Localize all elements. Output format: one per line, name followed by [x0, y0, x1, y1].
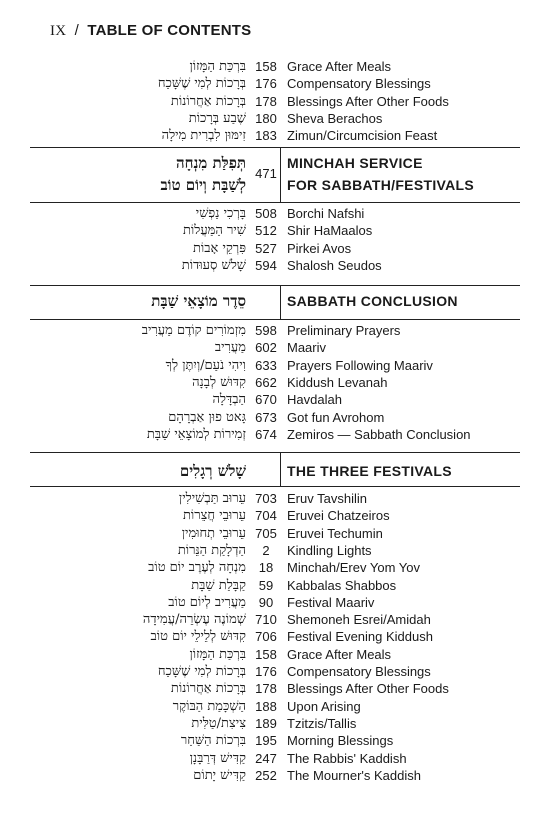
section-heading-english: THE THREE FESTIVALS — [287, 463, 452, 479]
entry-hebrew-title: שָׁלֹשׁ סְעוּדוֹת — [181, 257, 246, 273]
entry-hebrew-title: בִּרְכַּת הַמָּזוֹן — [189, 646, 246, 662]
toc-entry — [0, 322, 550, 339]
entry-english-title: Havdalah — [287, 392, 342, 408]
toc-entry — [0, 732, 550, 749]
entry-english-title: Eruv Tavshilin — [287, 491, 367, 506]
toc-entry — [0, 75, 550, 92]
section-heading-hebrew: שָׁלֹשׁ רְגָלִים — [179, 462, 246, 480]
entry-page-number: 598 — [255, 323, 277, 338]
entry-english-title: The Mourner's Kaddish — [287, 767, 421, 783]
header-separator: / — [74, 22, 79, 39]
section-heading-hebrew: תְּפִלַּת מִנְחָה — [176, 154, 246, 172]
entry-hebrew-title: בְּרָכוֹת לְמִי שֶׁשָּׁכַח — [157, 76, 246, 92]
toc-entry — [0, 93, 550, 110]
column-divider — [280, 148, 281, 202]
entry-page-number: 512 — [255, 223, 277, 239]
toc-entry — [0, 750, 550, 767]
entry-page-number: 674 — [255, 426, 277, 442]
toc-entry — [0, 240, 550, 257]
entry-english-title: Grace After Meals — [287, 59, 392, 74]
section-divider — [30, 285, 520, 286]
entry-hebrew-title: עֵרוּב תַּבְשִׁילִין — [178, 491, 246, 506]
entry-page-number: 706 — [255, 629, 277, 645]
entry-page-number: 704 — [255, 508, 277, 524]
entry-english-title: Pirkei Avos — [287, 240, 352, 256]
entry-hebrew-title: בִּרְכוֹת הַשַּׁחַר — [180, 733, 246, 749]
entry-english-title: Minchah/Erev Yom Yov — [287, 560, 420, 576]
toc-entry — [0, 680, 550, 697]
toc-entry — [0, 577, 550, 594]
entry-hebrew-title: בְּרָכוֹת אַחֲרוֹנוֹת — [170, 681, 246, 697]
section-heading-page: 471 — [255, 166, 277, 181]
entry-english-title: Blessings After Other Foods — [287, 681, 449, 697]
section-heading-hebrew: לְשַׁבָּת וְיוֹם טוֹב — [160, 176, 246, 194]
entry-hebrew-title: קִדּוּשׁ לְלֵילֵי יוֹם טוֹב — [150, 629, 246, 645]
toc-entry — [0, 222, 550, 239]
entry-page-number: 252 — [255, 767, 277, 783]
entry-hebrew-title: זִימּוּן לִבְרִית מִילָה — [161, 128, 246, 144]
toc-entry — [0, 391, 550, 408]
entry-page-number: 594 — [255, 257, 277, 273]
entry-english-title: Compensatory Blessings — [287, 664, 431, 679]
entry-hebrew-title: שְׁמוֹנֶה עֶשְׂרֵה/עֲמִידָה — [142, 612, 246, 628]
toc-entry — [0, 339, 550, 356]
entry-hebrew-title: צִיצִת/טַלִּית — [191, 715, 246, 731]
entry-english-title: Festival Maariv — [287, 594, 375, 610]
toc-entry — [0, 374, 550, 391]
entry-page-number: 527 — [255, 240, 277, 256]
entry-hebrew-title: בִּרְכַּת הַמָּזוֹן — [189, 59, 246, 74]
entry-hebrew-title: בְּרָכוֹת לְמִי שֶׁשָּׁכַח — [157, 664, 246, 679]
entry-english-title: Tzitzis/Tallis — [287, 715, 357, 731]
entry-english-title: Shir HaMaalos — [287, 223, 373, 239]
entry-page-number: 178 — [255, 93, 277, 109]
toc-entry — [0, 409, 550, 426]
entry-english-title: Grace After Meals — [287, 646, 392, 662]
entry-english-title: Got fun Avrohom — [287, 409, 385, 425]
entry-page-number: 703 — [255, 491, 277, 506]
entry-english-title: Borchi Nafshi — [287, 206, 365, 221]
entry-english-title: Upon Arising — [287, 698, 361, 714]
entry-page-number: 710 — [255, 612, 277, 628]
toc-entry — [0, 257, 550, 274]
toc-entry — [0, 594, 550, 611]
page-number: IX — [50, 23, 67, 39]
toc-entry — [0, 426, 550, 443]
entry-english-title: Prayers Following Maariv — [287, 357, 433, 373]
entry-english-title: Kiddush Levanah — [287, 374, 388, 390]
entry-english-title: Compensatory Blessings — [287, 76, 431, 92]
section-divider — [30, 147, 520, 148]
section-divider — [30, 202, 520, 203]
entry-hebrew-title: מַעֲרִיב לְיוֹם טוֹב — [168, 594, 246, 610]
entry-hebrew-title: שֶׁבַע בְּרָכוֹת — [188, 110, 246, 126]
entry-hebrew-title: זְמִירוֹת לְמוֹצָאֵי שַׁבָּת — [146, 426, 246, 442]
entry-english-title: Eruvei Chatzeiros — [287, 508, 390, 524]
toc-entry — [0, 698, 550, 715]
running-header — [50, 22, 251, 44]
section-divider — [30, 486, 520, 487]
entry-english-title: Kindling Lights — [287, 542, 372, 558]
toc-entry — [0, 663, 550, 680]
entry-page-number: 90 — [258, 594, 274, 610]
entry-page-number: 673 — [255, 409, 277, 425]
entry-page-number: 158 — [255, 646, 277, 662]
entry-hebrew-title: קִדּוּשׁ לְבָנָה — [192, 374, 246, 390]
entry-english-title: Zemiros — Sabbath Conclusion — [287, 426, 471, 442]
column-divider — [280, 286, 281, 319]
entry-page-number: 662 — [255, 374, 277, 390]
entry-page-number: 705 — [255, 525, 277, 541]
entry-english-title: Shalosh Seudos — [287, 257, 382, 273]
toc-entry — [0, 507, 550, 524]
entry-page-number: 188 — [255, 698, 277, 714]
toc-entry — [0, 205, 550, 222]
entry-page-number: 189 — [255, 715, 277, 731]
entry-page-number: 195 — [255, 733, 277, 749]
entry-page-number: 180 — [255, 110, 277, 126]
entry-page-number: 59 — [258, 577, 274, 593]
entry-hebrew-title: עֵרוּבֵי תְחוּמִין — [181, 525, 246, 541]
entry-hebrew-title: מַעֲרִיב — [214, 340, 246, 356]
entry-page-number: 2 — [262, 542, 270, 558]
entry-hebrew-title: מִנְחָה לְעֶרֶב יוֹם טוֹב — [148, 560, 246, 576]
entry-english-title: Sheva Berachos — [287, 110, 383, 126]
toc-entry — [0, 628, 550, 645]
entry-page-number: 178 — [255, 681, 277, 697]
page-title: TABLE OF CONTENTS — [87, 22, 252, 39]
section-divider — [30, 452, 520, 453]
toc-entry — [0, 715, 550, 732]
entry-hebrew-title: הַדְלָקַת הַנֵּרוֹת — [177, 542, 246, 558]
toc-entry — [0, 542, 550, 559]
entry-hebrew-title: קַבָּלַת שַׁבָּת — [191, 577, 246, 593]
toc-entry — [0, 58, 550, 75]
entry-page-number: 18 — [258, 560, 274, 576]
toc-entry — [0, 110, 550, 127]
toc-entry — [0, 646, 550, 663]
entry-english-title: Zimun/Circumcision Feast — [287, 128, 438, 144]
entry-page-number: 602 — [255, 340, 277, 356]
section-divider — [30, 319, 520, 320]
entry-english-title: The Rabbis' Kaddish — [287, 750, 407, 766]
entry-page-number: 247 — [255, 750, 277, 766]
toc-entry — [0, 611, 550, 628]
toc-entry — [0, 559, 550, 576]
entry-hebrew-title: וִיהִי נֹעַם/וְיִתֶּן לְךָ — [165, 357, 246, 373]
entry-english-title: Preliminary Prayers — [287, 323, 401, 338]
entry-english-title: Morning Blessings — [287, 733, 394, 749]
section-heading-hebrew: סֵדֶר מוֹצָאֵי שַׁבָּת — [151, 292, 246, 310]
toc-entry — [0, 357, 550, 374]
entry-page-number: 183 — [255, 128, 277, 144]
section-heading-english: FOR SABBATH/FESTIVALS — [287, 177, 475, 193]
entry-hebrew-title: מִזְמוֹרִים קוֹדֶם מַעֲרִיב — [141, 323, 246, 338]
entry-english-title: Shemoneh Esrei/Amidah — [287, 612, 431, 628]
entry-english-title: Blessings After Other Foods — [287, 93, 449, 109]
entry-hebrew-title: בְּרָכוֹת אַחֲרוֹנוֹת — [170, 93, 246, 109]
entry-hebrew-title: הַבְדָּלָה — [212, 392, 246, 408]
section-heading-english: SABBATH CONCLUSION — [287, 293, 458, 309]
entry-english-title: Kabbalas Shabbos — [287, 577, 397, 593]
entry-page-number: 176 — [255, 664, 277, 679]
toc-entry — [0, 767, 550, 784]
entry-english-title: Maariv — [287, 340, 327, 356]
entry-page-number: 158 — [255, 59, 277, 74]
entry-hebrew-title: קַדִּישׁ דְּרַבָּנָן — [189, 750, 246, 766]
entry-hebrew-title: שִׁיר הַמַּעֲלוֹת — [182, 223, 246, 239]
entry-english-title: Eruvei Techumin — [287, 525, 383, 541]
section-heading-english: MINCHAH SERVICE — [287, 155, 423, 171]
entry-hebrew-title: קַדִּישׁ יָתוֹם — [193, 767, 246, 783]
entry-page-number: 176 — [255, 76, 277, 92]
entry-english-title: Festival Evening Kiddush — [287, 629, 433, 645]
entry-page-number: 508 — [255, 206, 277, 221]
entry-hebrew-title: גָּאט פוּן אַבְרָהָם — [168, 409, 246, 425]
entry-hebrew-title: פִּרְקֵי אָבוֹת — [192, 240, 246, 256]
entry-hebrew-title: הַשְׁכָּמַת הַבּוֹקֶר — [172, 698, 246, 714]
entry-hebrew-title: עֵרוּבֵי חֲצֵרוֹת — [182, 508, 246, 524]
entry-hebrew-title: בָּרְכִי נַפְשִׁי — [195, 206, 246, 221]
entry-page-number: 670 — [255, 392, 277, 408]
toc-entry — [0, 127, 550, 144]
toc-entry — [0, 490, 550, 507]
entry-page-number: 633 — [255, 357, 277, 373]
toc-entry — [0, 525, 550, 542]
column-divider — [280, 453, 281, 486]
